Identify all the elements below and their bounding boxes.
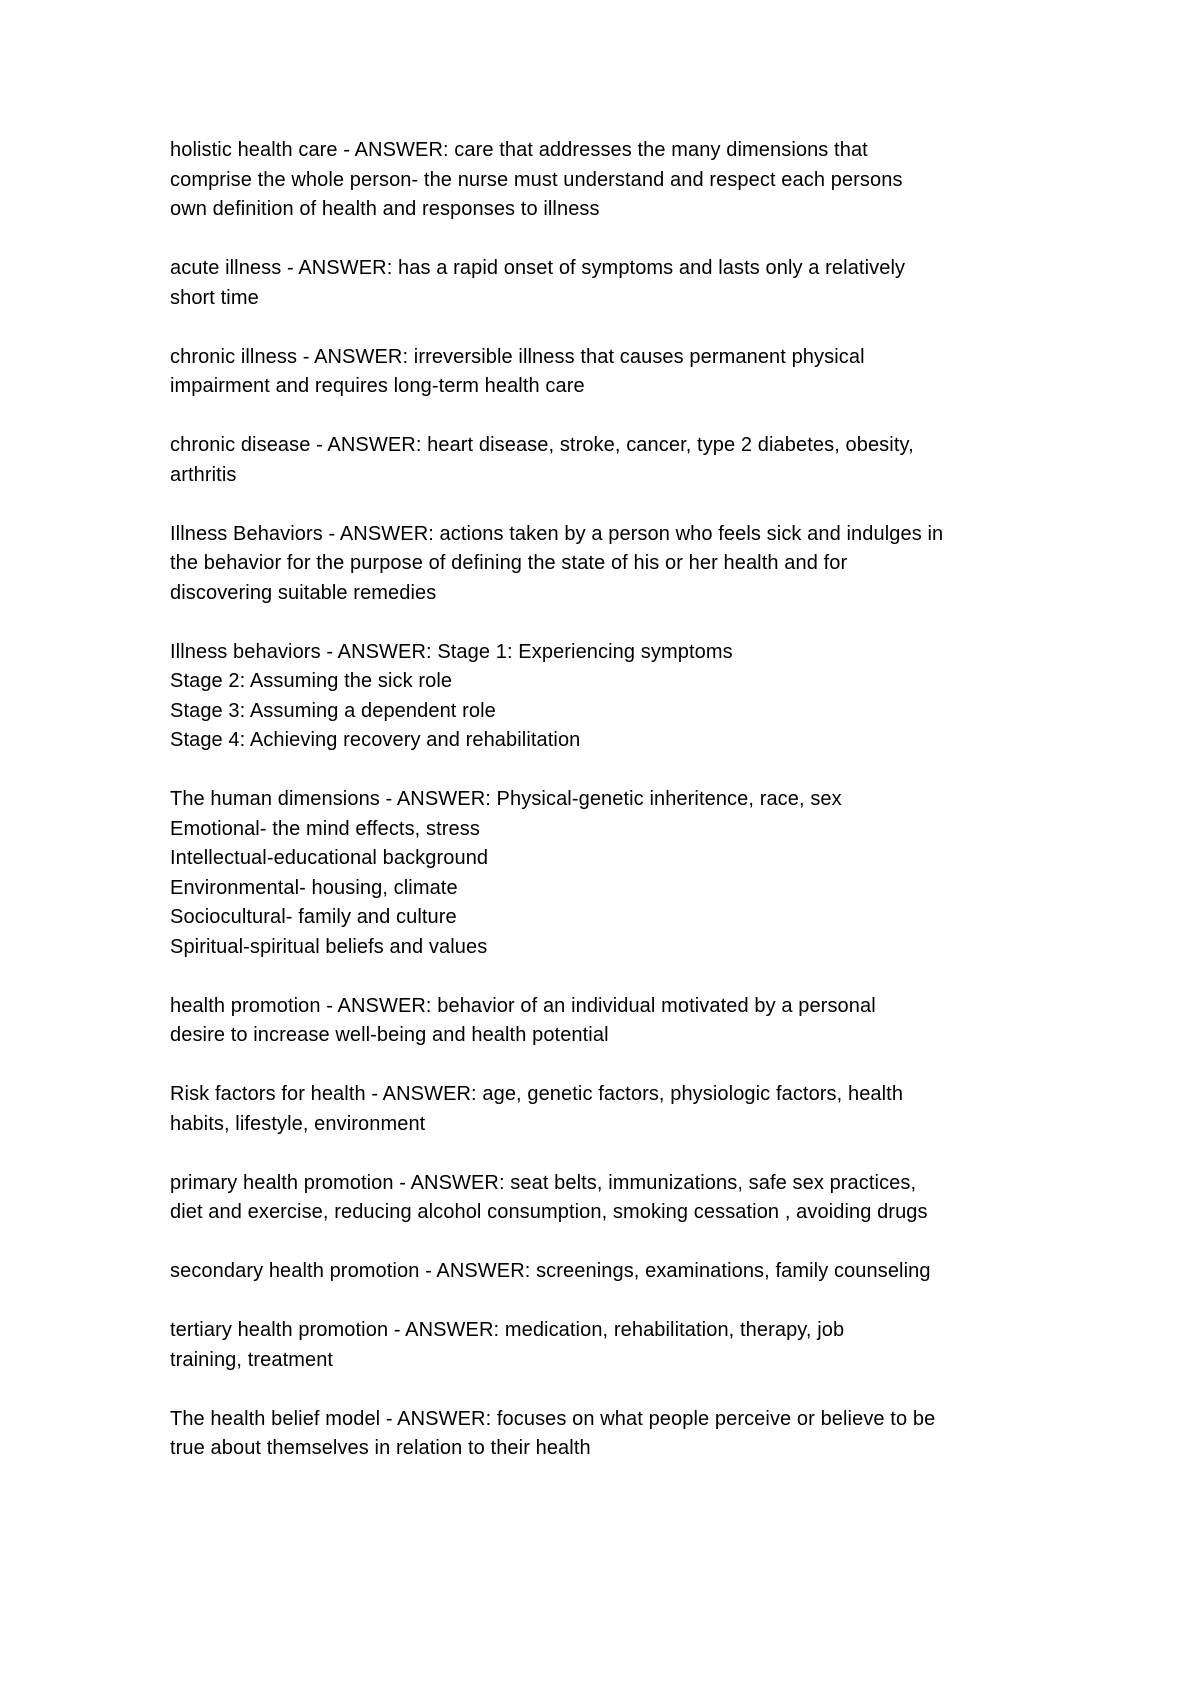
paragraph [170,343,1041,402]
paragraph [170,136,1041,225]
text-line: Intellectual-educational background [170,847,489,869]
paragraph [170,1316,1041,1375]
paragraph [170,254,1041,313]
text-line: secondary health promotion - ANSWER: screenings, examinations, family counseling [170,1260,931,1282]
text-line: Emotional- the mind effects, stress [170,817,480,840]
paragraph [170,1169,1041,1228]
text-line: The health belief model - ANSWER: focuses on what people perceive or believe to be [170,1407,936,1430]
paragraph [170,1080,1041,1139]
paragraph [170,1257,1041,1287]
paragraph [170,638,1041,756]
paragraph [170,520,1041,609]
text-line: desire to increase well-being and health potential [170,1024,609,1046]
text-line: chronic disease - ANSWER: heart disease, stroke, cancer, type 2 diabetes, obesity, [170,434,914,456]
text-line: own definition of health and responses to illness [170,198,600,220]
text-line: acute illness - ANSWER: has a rapid onset of symptoms and lasts only a relatively [170,257,906,279]
paragraph [170,1405,1041,1464]
text-line: Sociocultural- family and culture [170,906,457,928]
text-line: Environmental- housing, climate [170,876,458,899]
text-line: Spiritual-spiritual beliefs and values [170,935,488,958]
text-line: the behavior for the purpose of defining the state of his or her health and for [170,552,848,574]
text-line: discovering suitable remedies [170,581,437,604]
text-line: diet and exercise, reducing alcohol consumption, smoking cessation , avoiding drugs [170,1201,928,1223]
text-line: Illness Behaviors - ANSWER: actions taken by a person who feels sick and indulges in [170,522,944,545]
text-line: short time [170,286,259,309]
text-line: Stage 4: Achieving recovery and rehabilitation [170,729,581,751]
text-line: Risk factors for health - ANSWER: age, genetic factors, physiologic factors, health [170,1083,904,1105]
text-line: habits, lifestyle, environment [170,1112,426,1135]
paragraph [170,431,1041,490]
text-line: training, treatment [170,1348,334,1371]
text-line: Stage 3: Assuming a dependent role [170,699,496,722]
text-line: Stage 2: Assuming the sick role [170,670,453,692]
paragraph [170,992,1041,1051]
text-line: tertiary health promotion - ANSWER: medication, rehabilitation, therapy, job [170,1319,845,1341]
text-line: chronic illness - ANSWER: irreversible illness that causes permanent physical [170,345,865,368]
text-line: primary health promotion - ANSWER: seat belts, immunizations, safe sex practices, [170,1171,917,1194]
text-line: impairment and requires long-term health care [170,375,585,397]
text-line: holistic health care - ANSWER: care that addresses the many dimensions that [170,139,868,161]
text-line: The human dimensions - ANSWER: Physical-genetic inheritence, race, sex [170,788,842,810]
text-line: arthritis [170,463,237,486]
text-line: health promotion - ANSWER: behavior of an individual motivated by a personal [170,994,876,1017]
text-line: Illness behaviors - ANSWER: Stage 1: Experiencing symptoms [170,640,733,663]
paragraph [170,785,1041,962]
text-line: comprise the whole person- the nurse must understand and respect each persons [170,168,903,191]
text-line: true about themselves in relation to their health [170,1437,591,1459]
